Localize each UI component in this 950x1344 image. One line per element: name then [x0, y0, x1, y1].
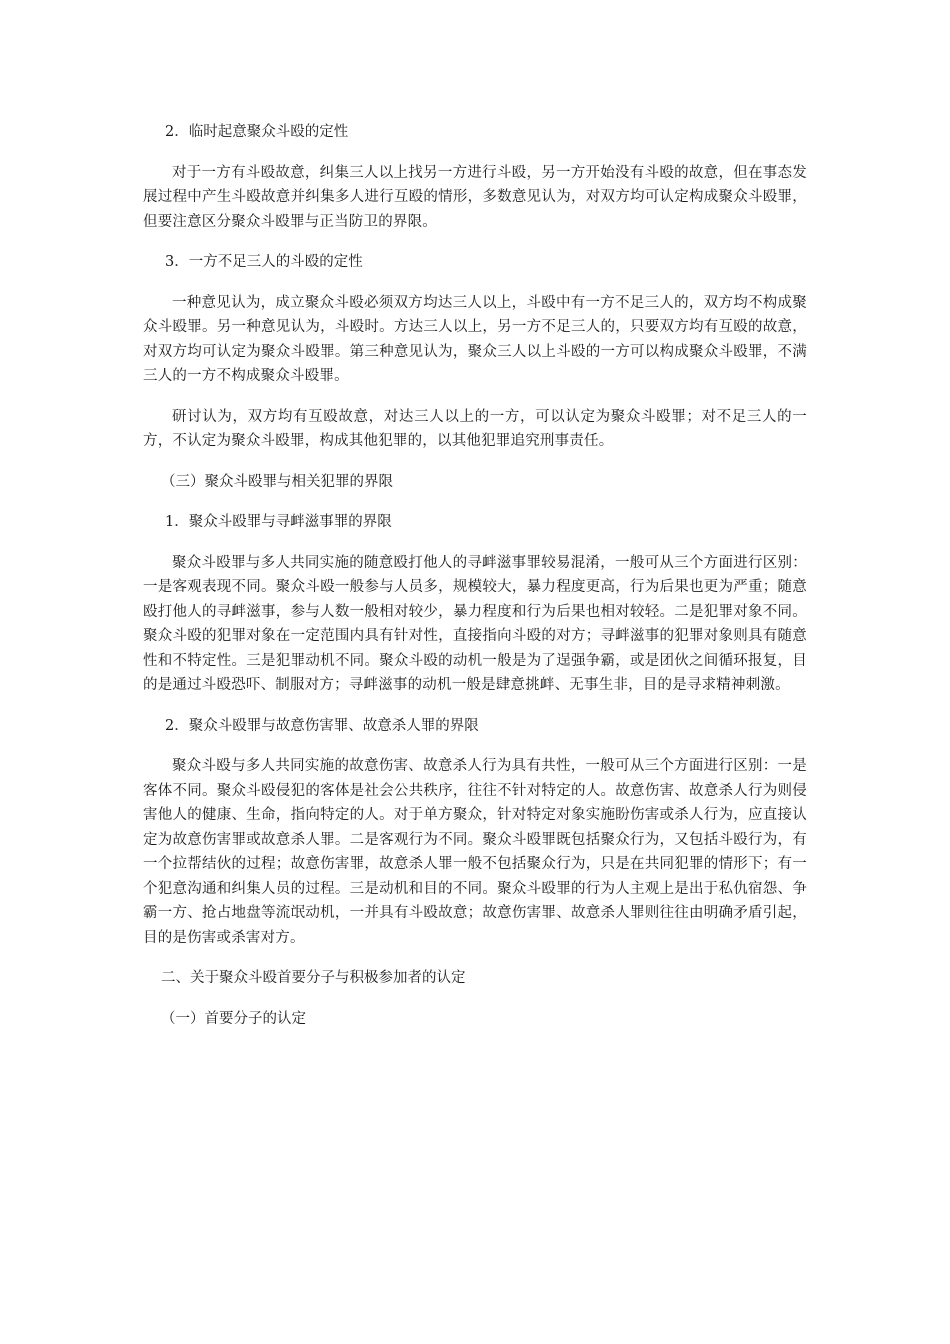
document-page	[143, 120, 807, 1047]
section-heading-injury-homicide: 2．聚众斗殴罪与故意伤害罪、故意杀人罪的界限	[165, 717, 479, 734]
paragraph-conclusion: 研讨认为，双方均有互殴故意，对达三人以上的一方，可以认定为聚众斗殴罪；对不足三人的一方，不认定为聚众斗殴罪，构成其他犯罪的，以其他犯罪追究刑事责任。	[143, 408, 807, 449]
paragraph-temporary-intent: 对于一方有斗殴故意，纠集三人以上找另一方进行斗殴，另一方开始没有斗殴的故意，但在事态发展过程中产生斗殴故意并纠集多人进行互殴的情形，多数意见认为，对双方均可认定构成聚众斗殴罪，但要注意区分聚众斗殴罪与正当防卫的界限。	[143, 164, 807, 230]
section-heading-principal-offenders: 二、关于聚众斗殴首要分子与积极参加者的认定	[161, 970, 466, 986]
section-heading-boundaries: （三）聚众斗殴罪与相关犯罪的界限	[161, 473, 393, 490]
section-heading-temporary-intent: 2．临时起意聚众斗殴的定性	[165, 124, 349, 140]
section-heading-under-three: 3．一方不足三人的斗殴的定性	[165, 254, 363, 270]
paragraph-provocation: 聚众斗殴罪与多人共同实施的随意殴打他人的寻衅滋事罪较易混淆，一般可从三个方面进行区别：一是客观表现不同。聚众斗殴一般参与人员多，规模较大，暴力程度更高，行为后果也更为严重；随意殴打他人的寻衅滋事，参与人数一般相对较少，暴力程度和行为后果也相对较轻。二是犯罪对象不同。聚众斗殴的犯罪对象在一定范围内具有针对性，直接指向斗殴的对方；寻衅滋事的犯罪对象则具有随意性和不特定性。三是犯罪动机不同。聚众斗殴的动机一般是为了逞强争霸，或是团伙之间循环报复，目的是通过斗殴恐吓、制服对方；寻衅滋事的动机一般是肆意挑衅、无事生非，目的是寻求精神刺激。	[143, 554, 807, 693]
section-heading-principal-identification: （一）首要分子的认定	[161, 1010, 306, 1027]
paragraph-injury-homicide: 聚众斗殴与多人共同实施的故意伤害、故意杀人行为具有共性，一般可从三个方面进行区别：一是客体不同。聚众斗殴侵犯的客体是社会公共秩序，往往不针对特定的人。故意伤害、故意杀人行为则侵害他人的健康、生命，指向特定的人。对于单方聚众，针对特定对象实施盼伤害或杀人行为，应直接认定为故意伤害罪或故意杀人罪。二是客观行为不同。聚众斗殴罪既包括聚众行为，又包括斗殴行为，有一个拉帮结伙的过程；故意伤害罪，故意杀人罪一般不包括聚众行为，只是在共同犯罪的情形下；有一个犯意沟通和纠集人员的过程。三是动机和目的不同。聚众斗殴罪的行为人主观上是出于私仇宿怨、争霸一方、抢占地盘等流氓动机，一并具有斗殴故意；故意伤害罪、故意杀人罪则往往由明确矛盾引起，目的是伤害或杀害对方。	[143, 758, 807, 946]
paragraph-three-opinions: 一种意见认为，成立聚众斗殴必须双方均达三人以上，斗殴中有一方不足三人的，双方均不构成聚众斗殴罪。另一种意见认为，斗殴时。方达三人以上，另一方不足三人的，只要双方均有互殴的故意，对双方均可认定为聚众斗殴罪。第三种意见认为，聚众三人以上斗殴的一方可以构成聚众斗殴罪，不满三人的一方不构成聚众斗殴罪。	[143, 294, 807, 384]
section-heading-provocation: 1．聚众斗殴罪与寻衅滋事罪的界限	[165, 514, 392, 530]
